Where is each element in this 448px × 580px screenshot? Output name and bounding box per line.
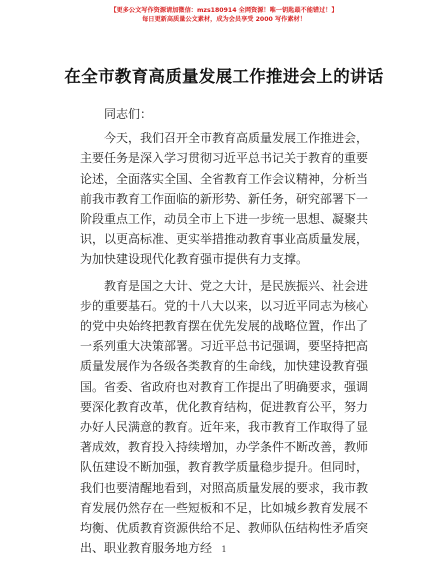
- document-body: [80, 104, 368, 564]
- paragraph-1: 今天，我们召开全市教育高质量发展工作推进会，主要任务是深入学习贯彻习近平总书记关于教育的重要论述，全面落实全国、全省教育工作会议精神，分析当前我市教育工作面临的新形势、新任务，研究部署下一阶段重点工作，动员全市上下进一步统一思想、凝聚共识，以更高标准、更实举措推动教育事业高质量发展，为加快建设现代化教育强市提供有力支撑。: [80, 131, 369, 267]
- promo-banner-line-2: 每日更新高质量公文素材，成为会员享受 2000 写作素材！: [142, 16, 306, 23]
- paragraph-2: 教育是国之大计、党之大计，是民族振兴、社会进步的重要基石。党的十八大以来，以习近平同志为核心的党中央始终把教育摆在优先发展的战略位置，作出了一系列重大决策部署。习近平总书记强调，要坚持把高质量发展作为各级各类教育的生命线，加快建设教育强国。省委、省政府也对教育工作提出了明确要求，强调要深化教育改革，优化教育结构，促进教育公平，努力办好人民满意的教育。近年来，我市教育工作取得了显著成效，教育投入持续增加，办学条件不断改善，教师队伍建设不断加强，教育教学质量稳步提升。但同时，我们也要清醒地看到，对照高质量发展的要求，我市教育发展仍然存在一些短板和不足，比如城乡教育发展不均衡、优质教育资源供给不足、教师队伍结构性矛盾突出、职业教育服务地方经: [80, 278, 369, 556]
- promo-banner-line-1: 【更多公文写作资源请加微信：mzs180914 全网资源！唯一钥匙最不能错过！】: [110, 7, 338, 14]
- promo-banner: [0, 6, 448, 24]
- salutation: 同志们：: [104, 107, 153, 121]
- document-title: 在全市教育高质量发展工作推进会上的讲话: [64, 67, 384, 86]
- page-number: 1: [221, 545, 227, 554]
